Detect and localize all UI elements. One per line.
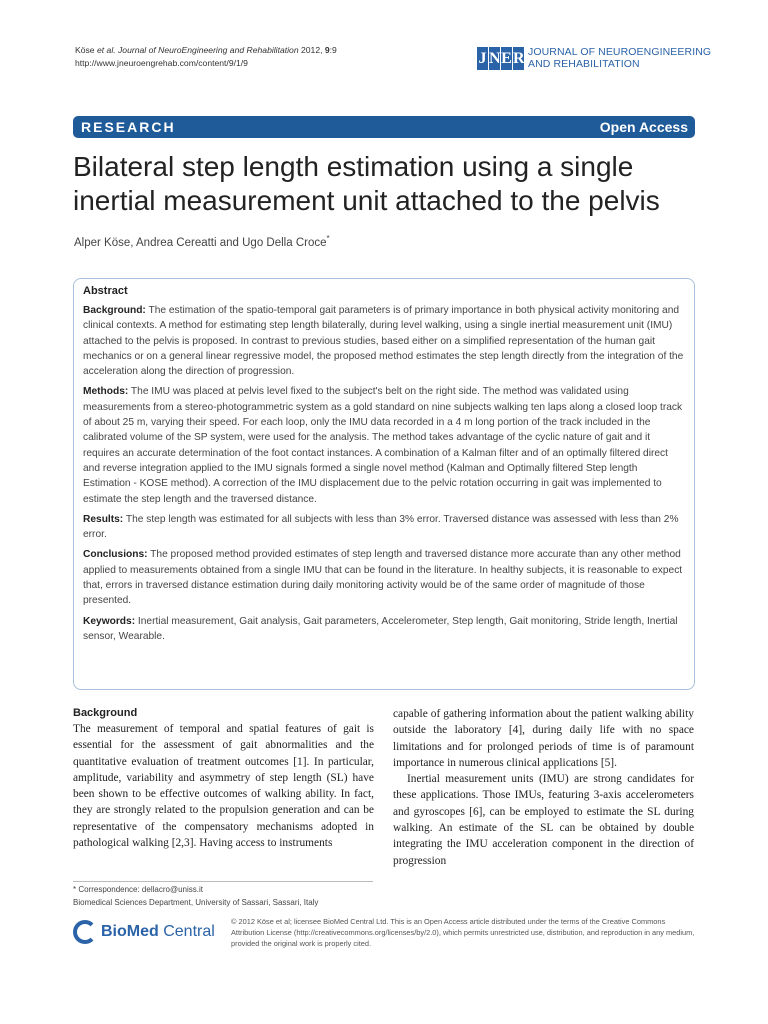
abstract-background [83, 303, 684, 379]
title-line2: inertial measurement unit attached to the pelvis [73, 185, 660, 216]
citation-issue: :9 [329, 45, 337, 55]
journal-name [528, 47, 711, 70]
citation-year: 2012, [298, 45, 325, 55]
body-column-right [393, 706, 694, 869]
citation-journal: et al. Journal of NeuroEngineering and Rehabilitation [96, 45, 299, 55]
journal-logo [477, 47, 711, 70]
biomed-central-logo [73, 920, 215, 944]
biomed-logo-icon [73, 920, 97, 944]
article-type-label: RESEARCH [81, 119, 176, 135]
abstract-keywords [83, 614, 684, 645]
authors-text: Alper Köse, Andrea Cereatti and Ugo Della Croce [74, 236, 327, 249]
article-url[interactable]: http://www.jneuroengrehab.com/content/9/1/9 [75, 57, 248, 68]
abstract-label: Results: [83, 513, 124, 525]
author-list [74, 234, 330, 249]
body-paragraph: Inertial measurement units (IMU) are strong candidates for these applications. Those IMUs, featuring 3-axis accelerometers and gyroscopes [6], can be employed to estimate the SL during walking. An estimate of the SL can be obtained by double integrating the IMU acceleration component in the direction of progression [393, 773, 694, 867]
article-type-banner [73, 116, 695, 138]
abstract-label: Keywords: [83, 615, 136, 627]
article-title [73, 150, 713, 218]
footnote-divider [73, 881, 373, 882]
abstract-label: Background: [83, 305, 146, 316]
abstract-label: Conclusions: [83, 549, 148, 561]
abstract-results [83, 512, 684, 543]
logo-rest-text: Central [158, 923, 215, 940]
citation-volume: 9 [324, 45, 330, 55]
journal-name-line1: JOURNAL OF NEUROENGINEERING [528, 46, 712, 58]
logo-letter: E [501, 47, 512, 70]
journal-name-line2: AND REHABILITATION [528, 57, 640, 70]
logo-bold-text: BioMed [101, 923, 159, 940]
abstract-text: The estimation of the spatio-temporal gait parameters is of primary importance in both physical activity monitoring and clinical contexts. A method for estimating step length bilaterally, during level walking, using a single inertial measurement unit (IMU) attached to the pelvis is proposed. In contrast to previous studies, based either on a simplified representation of the human gait mechanics or on a general linear regressive model, the proposed method estimates the step length directly from the integration of the acceleration along the direction of progression. [83, 305, 684, 378]
abstract-heading: Abstract [83, 285, 128, 297]
body-paragraph: capable of gathering information about the patient walking ability outside the laboratory [4], during daily life with no space limitations and for prolonged periods of time is of paramount importance in numerous clinical applications [5]. [393, 708, 694, 769]
abstract-box [73, 278, 695, 690]
abstract-text: The proposed method provided estimates of step length and traversed distance more accurate than any other method applied to measurements obtained from a single IMU that can be found in the literature. In healthy subjects, it is reasonable to expect that, errors in traversed distance estimation during daily monitoring activity would be of the same order of magnitude of those presented. [83, 549, 683, 607]
body-paragraph: The measurement of temporal and spatial features of gait is essential for the assessment of gait abnormalities and the quantitative evaluation of treatment outcomes [1]. In particular, amplitude, variability and asymmetry of step length (SL) have been shown to be effective outcomes of walking ability. In fact, they are strongly related to the propulsion generation and can be representative of the compensatory mechanisms adopted in pathological walking [2,3]. Having access to instruments [73, 723, 374, 850]
open-access-label: Open Access [599, 119, 688, 135]
affiliation: Biomedical Sciences Department, University of Sassari, Sassari, Italy [73, 898, 319, 907]
abstract-conclusions [83, 547, 684, 608]
license-statement: © 2012 Köse et al; licensee BioMed Central Ltd. This is an Open Access article distributed under the terms of the Creative Commons Attribution License (http://creativecommons.org/licenses/by/2.0), which permits unrestricted use, distribution, and reproduction in any medium, provided the original work is properly cited. [231, 917, 695, 948]
jner-logo-icon [477, 47, 525, 70]
citation-header [75, 44, 337, 69]
section-heading-background: Background [73, 707, 138, 719]
abstract-methods [83, 384, 684, 506]
abstract-text: The step length was estimated for all subjects with less than 3% error. Traversed distance was assessed with less than 2% error. [83, 513, 679, 541]
correspondence-email[interactable]: * Correspondence: dellacro@uniss.it [73, 885, 203, 894]
body-column-left [73, 706, 374, 851]
abstract-text: The IMU was placed at pelvis level fixed to the subject's belt on the right side. The method was validated using measurements from a stereo-photogrammetric system as a gold standard on nine subjects walking ten laps along a closed loop track of about 25 m, varying their speed. For each loop, only the IMU data recorded in a 4 m long portion of the track included in the calibrated volume of the SP system, were used for the analysis. The method takes advantage of the cyclic nature of gait and it requires an accurate determination of the foot contact instances. A combination of a Kalman filter and of an optimally filtered direct and reverse integration applied to the IMU signals formed a single novel method (Kalman and Optimally filtered Step length Estimation - KOSE method). A correction of the IMU displacement due to the pelvic rotation occurring in gait was implemented to estimate the step length and the traversed distance. [83, 386, 683, 505]
citation-line [75, 44, 337, 57]
biomed-logo-text [101, 923, 215, 941]
logo-letter: N [489, 47, 500, 70]
citation-authors: Köse [75, 45, 97, 55]
title-line1: Bilateral step length estimation using a single [73, 151, 634, 182]
abstract-text: Inertial measurement, Gait analysis, Gait parameters, Accelerometer, Step length, Gait monitoring, Stride length, Inertial sensor, Wearable. [83, 615, 678, 642]
logo-letter: J [477, 47, 488, 70]
abstract-label: Methods: [83, 386, 129, 398]
corresponding-author-mark: * [326, 234, 330, 243]
logo-letter: R [513, 47, 524, 70]
footnote [73, 883, 318, 909]
